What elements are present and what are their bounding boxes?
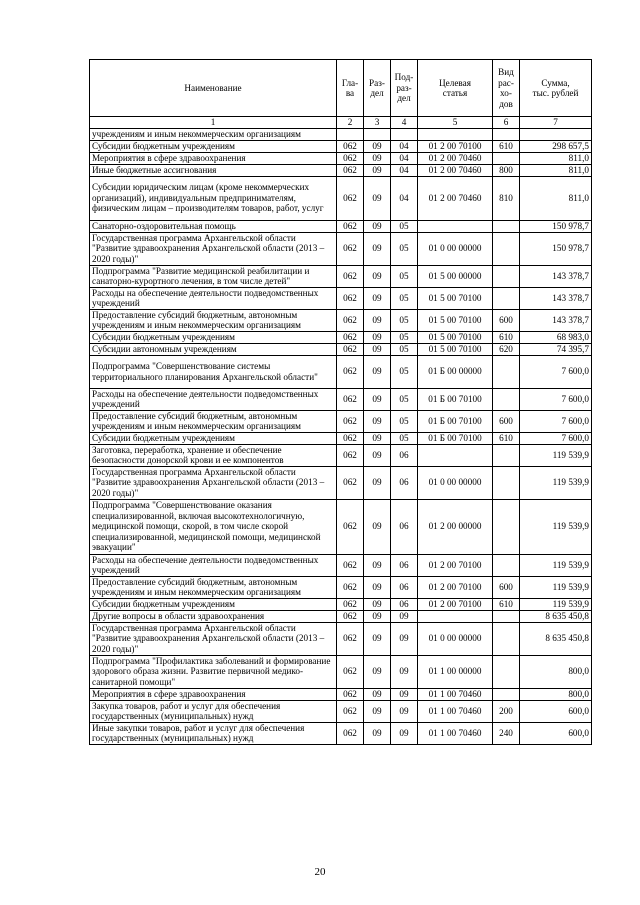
cell-name: Расходы на обеспечение деятельности подведомственных учреждений bbox=[90, 554, 337, 576]
cell-chapter: 062 bbox=[337, 688, 364, 700]
cell-expense-type bbox=[493, 554, 520, 576]
cell-name: Субсидии бюджетным учреждениям bbox=[90, 598, 337, 610]
cell-subsection: 05 bbox=[391, 220, 418, 232]
column-number-row bbox=[90, 117, 592, 129]
cell-name: Субсидии автономным учреждениям bbox=[90, 343, 337, 355]
header-expense-type: Вид рас- хо- дов bbox=[493, 60, 520, 117]
cell-section: 09 bbox=[364, 499, 391, 554]
cell-expense-type bbox=[493, 622, 520, 655]
cell-sum: 811,0 bbox=[520, 176, 592, 220]
cell-sum: 119 539,9 bbox=[520, 598, 592, 610]
cell-sum: 143 378,7 bbox=[520, 287, 592, 309]
table-row bbox=[90, 598, 592, 610]
table-row bbox=[90, 128, 592, 140]
table-row bbox=[90, 176, 592, 220]
cell-subsection: 09 bbox=[391, 722, 418, 744]
cell-target-article: 01 5 00 70100 bbox=[418, 287, 493, 309]
cell-expense-type: 810 bbox=[493, 176, 520, 220]
cell-target-article: 01 2 00 00000 bbox=[418, 499, 493, 554]
cell-chapter: 062 bbox=[337, 444, 364, 466]
cell-name: Заготовка, переработка, хранение и обеспечение безопасности донорской крови и ее компонентов bbox=[90, 444, 337, 466]
cell-sum: 7 600,0 bbox=[520, 355, 592, 388]
cell-name: Расходы на обеспечение деятельности подведомственных учреждений bbox=[90, 388, 337, 410]
cell-sum: 150 978,7 bbox=[520, 232, 592, 265]
table-row bbox=[90, 466, 592, 499]
cell-sum: 8 635 450,8 bbox=[520, 622, 592, 655]
cell-subsection bbox=[391, 128, 418, 140]
cell-subsection: 06 bbox=[391, 499, 418, 554]
cell-name: Государственная программа Архангельской области "Развитие здравоохранения Архангельской области (2013 – 2020 годы)" bbox=[90, 466, 337, 499]
header-sum: Сумма, тыс. рублей bbox=[520, 60, 592, 117]
cell-chapter: 062 bbox=[337, 554, 364, 576]
cell-target-article: 01 2 00 70100 bbox=[418, 598, 493, 610]
table-row bbox=[90, 610, 592, 622]
cell-sum: 119 539,9 bbox=[520, 576, 592, 598]
cell-chapter: 062 bbox=[337, 232, 364, 265]
cell-name: Субсидии юридическим лицам (кроме некоммерческих организаций), индивидуальным предпринимателям, физическим лицам – производителям товаров, работ, услуг bbox=[90, 176, 337, 220]
cell-subsection: 06 bbox=[391, 554, 418, 576]
cell-target-article: 01 0 00 00000 bbox=[418, 466, 493, 499]
cell-target-article: 01 Б 00 00000 bbox=[418, 355, 493, 388]
cell-sum: 119 539,9 bbox=[520, 444, 592, 466]
cell-sum: 7 600,0 bbox=[520, 432, 592, 444]
cell-target-article bbox=[418, 220, 493, 232]
cell-chapter: 062 bbox=[337, 700, 364, 722]
cell-sum: 7 600,0 bbox=[520, 388, 592, 410]
cell-sum: 68 983,0 bbox=[520, 331, 592, 343]
cell-subsection: 09 bbox=[391, 610, 418, 622]
cell-section: 09 bbox=[364, 722, 391, 744]
cell-target-article: 01 5 00 70100 bbox=[418, 309, 493, 331]
column-number: 3 bbox=[364, 117, 391, 129]
table-row bbox=[90, 265, 592, 287]
cell-subsection: 05 bbox=[391, 265, 418, 287]
cell-expense-type bbox=[493, 152, 520, 164]
cell-target-article: 01 1 00 00000 bbox=[418, 655, 493, 688]
cell-section: 09 bbox=[364, 176, 391, 220]
table-body bbox=[90, 128, 592, 744]
cell-section: 09 bbox=[364, 287, 391, 309]
cell-section: 09 bbox=[364, 232, 391, 265]
cell-section: 09 bbox=[364, 331, 391, 343]
cell-chapter: 062 bbox=[337, 343, 364, 355]
cell-sum: 8 635 450,8 bbox=[520, 610, 592, 622]
cell-sum: 119 539,9 bbox=[520, 466, 592, 499]
table-row bbox=[90, 152, 592, 164]
table-row bbox=[90, 220, 592, 232]
cell-expense-type bbox=[493, 688, 520, 700]
cell-section: 09 bbox=[364, 700, 391, 722]
cell-expense-type: 610 bbox=[493, 331, 520, 343]
cell-name: Государственная программа Архангельской области "Развитие здравоохранения Архангельской области (2013 – 2020 годы)" bbox=[90, 622, 337, 655]
cell-chapter: 062 bbox=[337, 164, 364, 176]
cell-section: 09 bbox=[364, 265, 391, 287]
cell-sum bbox=[520, 128, 592, 140]
table-row bbox=[90, 444, 592, 466]
cell-sum: 7 600,0 bbox=[520, 410, 592, 432]
cell-expense-type bbox=[493, 444, 520, 466]
column-number: 1 bbox=[90, 117, 337, 129]
cell-target-article bbox=[418, 610, 493, 622]
cell-subsection: 06 bbox=[391, 576, 418, 598]
table-row bbox=[90, 655, 592, 688]
cell-chapter: 062 bbox=[337, 499, 364, 554]
cell-section: 09 bbox=[364, 444, 391, 466]
column-number: 6 bbox=[493, 117, 520, 129]
cell-expense-type: 610 bbox=[493, 598, 520, 610]
cell-sum: 298 657,5 bbox=[520, 140, 592, 152]
cell-section: 09 bbox=[364, 152, 391, 164]
cell-name: Иные бюджетные ассигнования bbox=[90, 164, 337, 176]
cell-expense-type bbox=[493, 232, 520, 265]
cell-expense-type bbox=[493, 655, 520, 688]
cell-subsection: 04 bbox=[391, 152, 418, 164]
cell-name: Субсидии бюджетным учреждениям bbox=[90, 331, 337, 343]
cell-section: 09 bbox=[364, 309, 391, 331]
cell-subsection: 06 bbox=[391, 444, 418, 466]
cell-target-article: 01 2 00 70100 bbox=[418, 576, 493, 598]
cell-chapter: 062 bbox=[337, 722, 364, 744]
cell-section: 09 bbox=[364, 410, 391, 432]
cell-expense-type: 240 bbox=[493, 722, 520, 744]
table-row bbox=[90, 554, 592, 576]
cell-chapter: 062 bbox=[337, 432, 364, 444]
cell-chapter: 062 bbox=[337, 576, 364, 598]
cell-target-article: 01 5 00 00000 bbox=[418, 265, 493, 287]
cell-section: 09 bbox=[364, 343, 391, 355]
cell-section: 09 bbox=[364, 610, 391, 622]
budget-table bbox=[89, 59, 592, 745]
table-row bbox=[90, 232, 592, 265]
cell-chapter: 062 bbox=[337, 331, 364, 343]
cell-chapter: 062 bbox=[337, 598, 364, 610]
cell-name: Подпрограмма "Совершенствование системы территориального планирования Архангельской области" bbox=[90, 355, 337, 388]
cell-chapter bbox=[337, 128, 364, 140]
cell-name: Предоставление субсидий бюджетным, автономным учреждениям и иным некоммерческим организациям bbox=[90, 576, 337, 598]
cell-name: Подпрограмма "Совершенствование оказания специализированной, включая высокотехнологичную, медицинской помощи, скорой, в том числе скорой специализированной, медицинской помощи, медицинской эвакуации" bbox=[90, 499, 337, 554]
cell-name: Подпрограмма "Развитие медицинской реабилитации и санаторно-курортного лечения, в том числе детей" bbox=[90, 265, 337, 287]
table-row bbox=[90, 343, 592, 355]
cell-section: 09 bbox=[364, 355, 391, 388]
cell-subsection: 06 bbox=[391, 598, 418, 610]
cell-chapter: 062 bbox=[337, 265, 364, 287]
cell-sum: 600,0 bbox=[520, 722, 592, 744]
cell-target-article: 01 2 00 70460 bbox=[418, 164, 493, 176]
cell-subsection: 05 bbox=[391, 410, 418, 432]
cell-target-article: 01 1 00 70460 bbox=[418, 722, 493, 744]
cell-sum: 600,0 bbox=[520, 700, 592, 722]
table-row bbox=[90, 432, 592, 444]
cell-subsection: 05 bbox=[391, 432, 418, 444]
header-name: Наименование bbox=[90, 60, 337, 117]
cell-expense-type bbox=[493, 499, 520, 554]
cell-name: Государственная программа Архангельской области "Развитие здравоохранения Архангельской области (2013 – 2020 годы)" bbox=[90, 232, 337, 265]
cell-subsection: 09 bbox=[391, 655, 418, 688]
cell-chapter: 062 bbox=[337, 287, 364, 309]
cell-expense-type: 600 bbox=[493, 309, 520, 331]
cell-chapter: 062 bbox=[337, 410, 364, 432]
cell-subsection: 04 bbox=[391, 176, 418, 220]
cell-sum: 800,0 bbox=[520, 655, 592, 688]
cell-expense-type: 610 bbox=[493, 432, 520, 444]
cell-name: Другие вопросы в области здравоохранения bbox=[90, 610, 337, 622]
cell-section: 09 bbox=[364, 688, 391, 700]
page-number: 20 bbox=[314, 866, 326, 878]
cell-chapter: 062 bbox=[337, 220, 364, 232]
cell-sum: 143 378,7 bbox=[520, 265, 592, 287]
cell-target-article: 01 Б 00 70100 bbox=[418, 410, 493, 432]
cell-sum: 119 539,9 bbox=[520, 554, 592, 576]
cell-chapter: 062 bbox=[337, 622, 364, 655]
cell-sum: 143 378,7 bbox=[520, 309, 592, 331]
cell-name: Иные закупки товаров, работ и услуг для обеспечения государственных (муниципальных) нужд bbox=[90, 722, 337, 744]
cell-subsection: 05 bbox=[391, 232, 418, 265]
cell-expense-type: 600 bbox=[493, 410, 520, 432]
cell-target-article: 01 5 00 70100 bbox=[418, 331, 493, 343]
cell-chapter: 062 bbox=[337, 388, 364, 410]
column-number: 2 bbox=[337, 117, 364, 129]
cell-name: Мероприятия в сфере здравоохранения bbox=[90, 152, 337, 164]
cell-target-article: 01 1 00 70460 bbox=[418, 688, 493, 700]
cell-subsection: 06 bbox=[391, 466, 418, 499]
table-row bbox=[90, 309, 592, 331]
cell-section bbox=[364, 128, 391, 140]
table-row bbox=[90, 331, 592, 343]
table-row bbox=[90, 410, 592, 432]
cell-expense-type: 620 bbox=[493, 343, 520, 355]
cell-expense-type: 200 bbox=[493, 700, 520, 722]
cell-sum: 811,0 bbox=[520, 152, 592, 164]
cell-expense-type: 800 bbox=[493, 164, 520, 176]
column-number: 4 bbox=[391, 117, 418, 129]
cell-name: Подпрограмма "Профилактика заболеваний и формирование здорового образа жизни. Развитие первичной медико-санитарной помощи" bbox=[90, 655, 337, 688]
cell-expense-type bbox=[493, 388, 520, 410]
cell-expense-type: 610 bbox=[493, 140, 520, 152]
cell-subsection: 04 bbox=[391, 164, 418, 176]
cell-sum: 119 539,9 bbox=[520, 499, 592, 554]
cell-section: 09 bbox=[364, 140, 391, 152]
cell-chapter: 062 bbox=[337, 140, 364, 152]
table-row bbox=[90, 576, 592, 598]
cell-sum: 800,0 bbox=[520, 688, 592, 700]
cell-section: 09 bbox=[364, 598, 391, 610]
cell-subsection: 09 bbox=[391, 622, 418, 655]
cell-subsection: 05 bbox=[391, 309, 418, 331]
cell-name: Субсидии бюджетным учреждениям bbox=[90, 432, 337, 444]
cell-chapter: 062 bbox=[337, 655, 364, 688]
cell-sum: 74 395,7 bbox=[520, 343, 592, 355]
cell-expense-type bbox=[493, 265, 520, 287]
table-row bbox=[90, 700, 592, 722]
cell-chapter: 062 bbox=[337, 466, 364, 499]
cell-target-article: 01 2 00 70460 bbox=[418, 176, 493, 220]
cell-expense-type bbox=[493, 220, 520, 232]
column-number: 5 bbox=[418, 117, 493, 129]
cell-target-article: 01 1 00 70460 bbox=[418, 700, 493, 722]
cell-expense-type bbox=[493, 128, 520, 140]
cell-subsection: 05 bbox=[391, 388, 418, 410]
header-target-article: Целевая статья bbox=[418, 60, 493, 117]
table-row bbox=[90, 388, 592, 410]
cell-section: 09 bbox=[364, 576, 391, 598]
table-row bbox=[90, 499, 592, 554]
cell-target-article: 01 0 00 00000 bbox=[418, 232, 493, 265]
cell-section: 09 bbox=[364, 655, 391, 688]
cell-target-article bbox=[418, 444, 493, 466]
cell-sum: 811,0 bbox=[520, 164, 592, 176]
cell-name: Мероприятия в сфере здравоохранения bbox=[90, 688, 337, 700]
cell-target-article: 01 2 00 70100 bbox=[418, 554, 493, 576]
cell-target-article: 01 5 00 70100 bbox=[418, 343, 493, 355]
cell-name: Санаторно-оздоровительная помощь bbox=[90, 220, 337, 232]
cell-target-article: 01 2 00 70460 bbox=[418, 152, 493, 164]
cell-chapter: 062 bbox=[337, 610, 364, 622]
cell-name: Предоставление субсидий бюджетным, автономным учреждениям и иным некоммерческим организациям bbox=[90, 410, 337, 432]
cell-section: 09 bbox=[364, 432, 391, 444]
cell-target-article: 01 Б 00 70100 bbox=[418, 388, 493, 410]
header-subsection: Под- раз- дел bbox=[391, 60, 418, 117]
cell-target-article: 01 Б 00 70100 bbox=[418, 432, 493, 444]
header-chapter: Гла- ва bbox=[337, 60, 364, 117]
header-row bbox=[90, 60, 592, 117]
cell-expense-type bbox=[493, 355, 520, 388]
cell-target-article: 01 2 00 70100 bbox=[418, 140, 493, 152]
cell-name: учреждениям и иным некоммерческим организациям bbox=[90, 128, 337, 140]
cell-subsection: 09 bbox=[391, 688, 418, 700]
table-row bbox=[90, 140, 592, 152]
cell-expense-type: 600 bbox=[493, 576, 520, 598]
cell-sum: 150 978,7 bbox=[520, 220, 592, 232]
header-section: Раз- дел bbox=[364, 60, 391, 117]
cell-subsection: 04 bbox=[391, 140, 418, 152]
cell-section: 09 bbox=[364, 388, 391, 410]
cell-section: 09 bbox=[364, 164, 391, 176]
table-row bbox=[90, 622, 592, 655]
cell-name: Закупка товаров, работ и услуг для обеспечения государственных (муниципальных) нужд bbox=[90, 700, 337, 722]
table-row bbox=[90, 722, 592, 744]
cell-chapter: 062 bbox=[337, 355, 364, 388]
table-row bbox=[90, 688, 592, 700]
cell-section: 09 bbox=[364, 466, 391, 499]
cell-expense-type bbox=[493, 287, 520, 309]
cell-chapter: 062 bbox=[337, 176, 364, 220]
table-row bbox=[90, 287, 592, 309]
cell-subsection: 05 bbox=[391, 287, 418, 309]
cell-target-article bbox=[418, 128, 493, 140]
cell-section: 09 bbox=[364, 622, 391, 655]
table-row bbox=[90, 164, 592, 176]
cell-expense-type bbox=[493, 610, 520, 622]
cell-subsection: 05 bbox=[391, 355, 418, 388]
column-number: 7 bbox=[520, 117, 592, 129]
cell-subsection: 09 bbox=[391, 700, 418, 722]
cell-target-article: 01 0 00 00000 bbox=[418, 622, 493, 655]
cell-expense-type bbox=[493, 466, 520, 499]
cell-subsection: 05 bbox=[391, 343, 418, 355]
table-row bbox=[90, 355, 592, 388]
cell-chapter: 062 bbox=[337, 309, 364, 331]
cell-name: Предоставление субсидий бюджетным, автономным учреждениям и иным некоммерческим организациям bbox=[90, 309, 337, 331]
cell-section: 09 bbox=[364, 554, 391, 576]
cell-chapter: 062 bbox=[337, 152, 364, 164]
cell-section: 09 bbox=[364, 220, 391, 232]
cell-subsection: 05 bbox=[391, 331, 418, 343]
cell-name: Субсидии бюджетным учреждениям bbox=[90, 140, 337, 152]
cell-name: Расходы на обеспечение деятельности подведомственных учреждений bbox=[90, 287, 337, 309]
